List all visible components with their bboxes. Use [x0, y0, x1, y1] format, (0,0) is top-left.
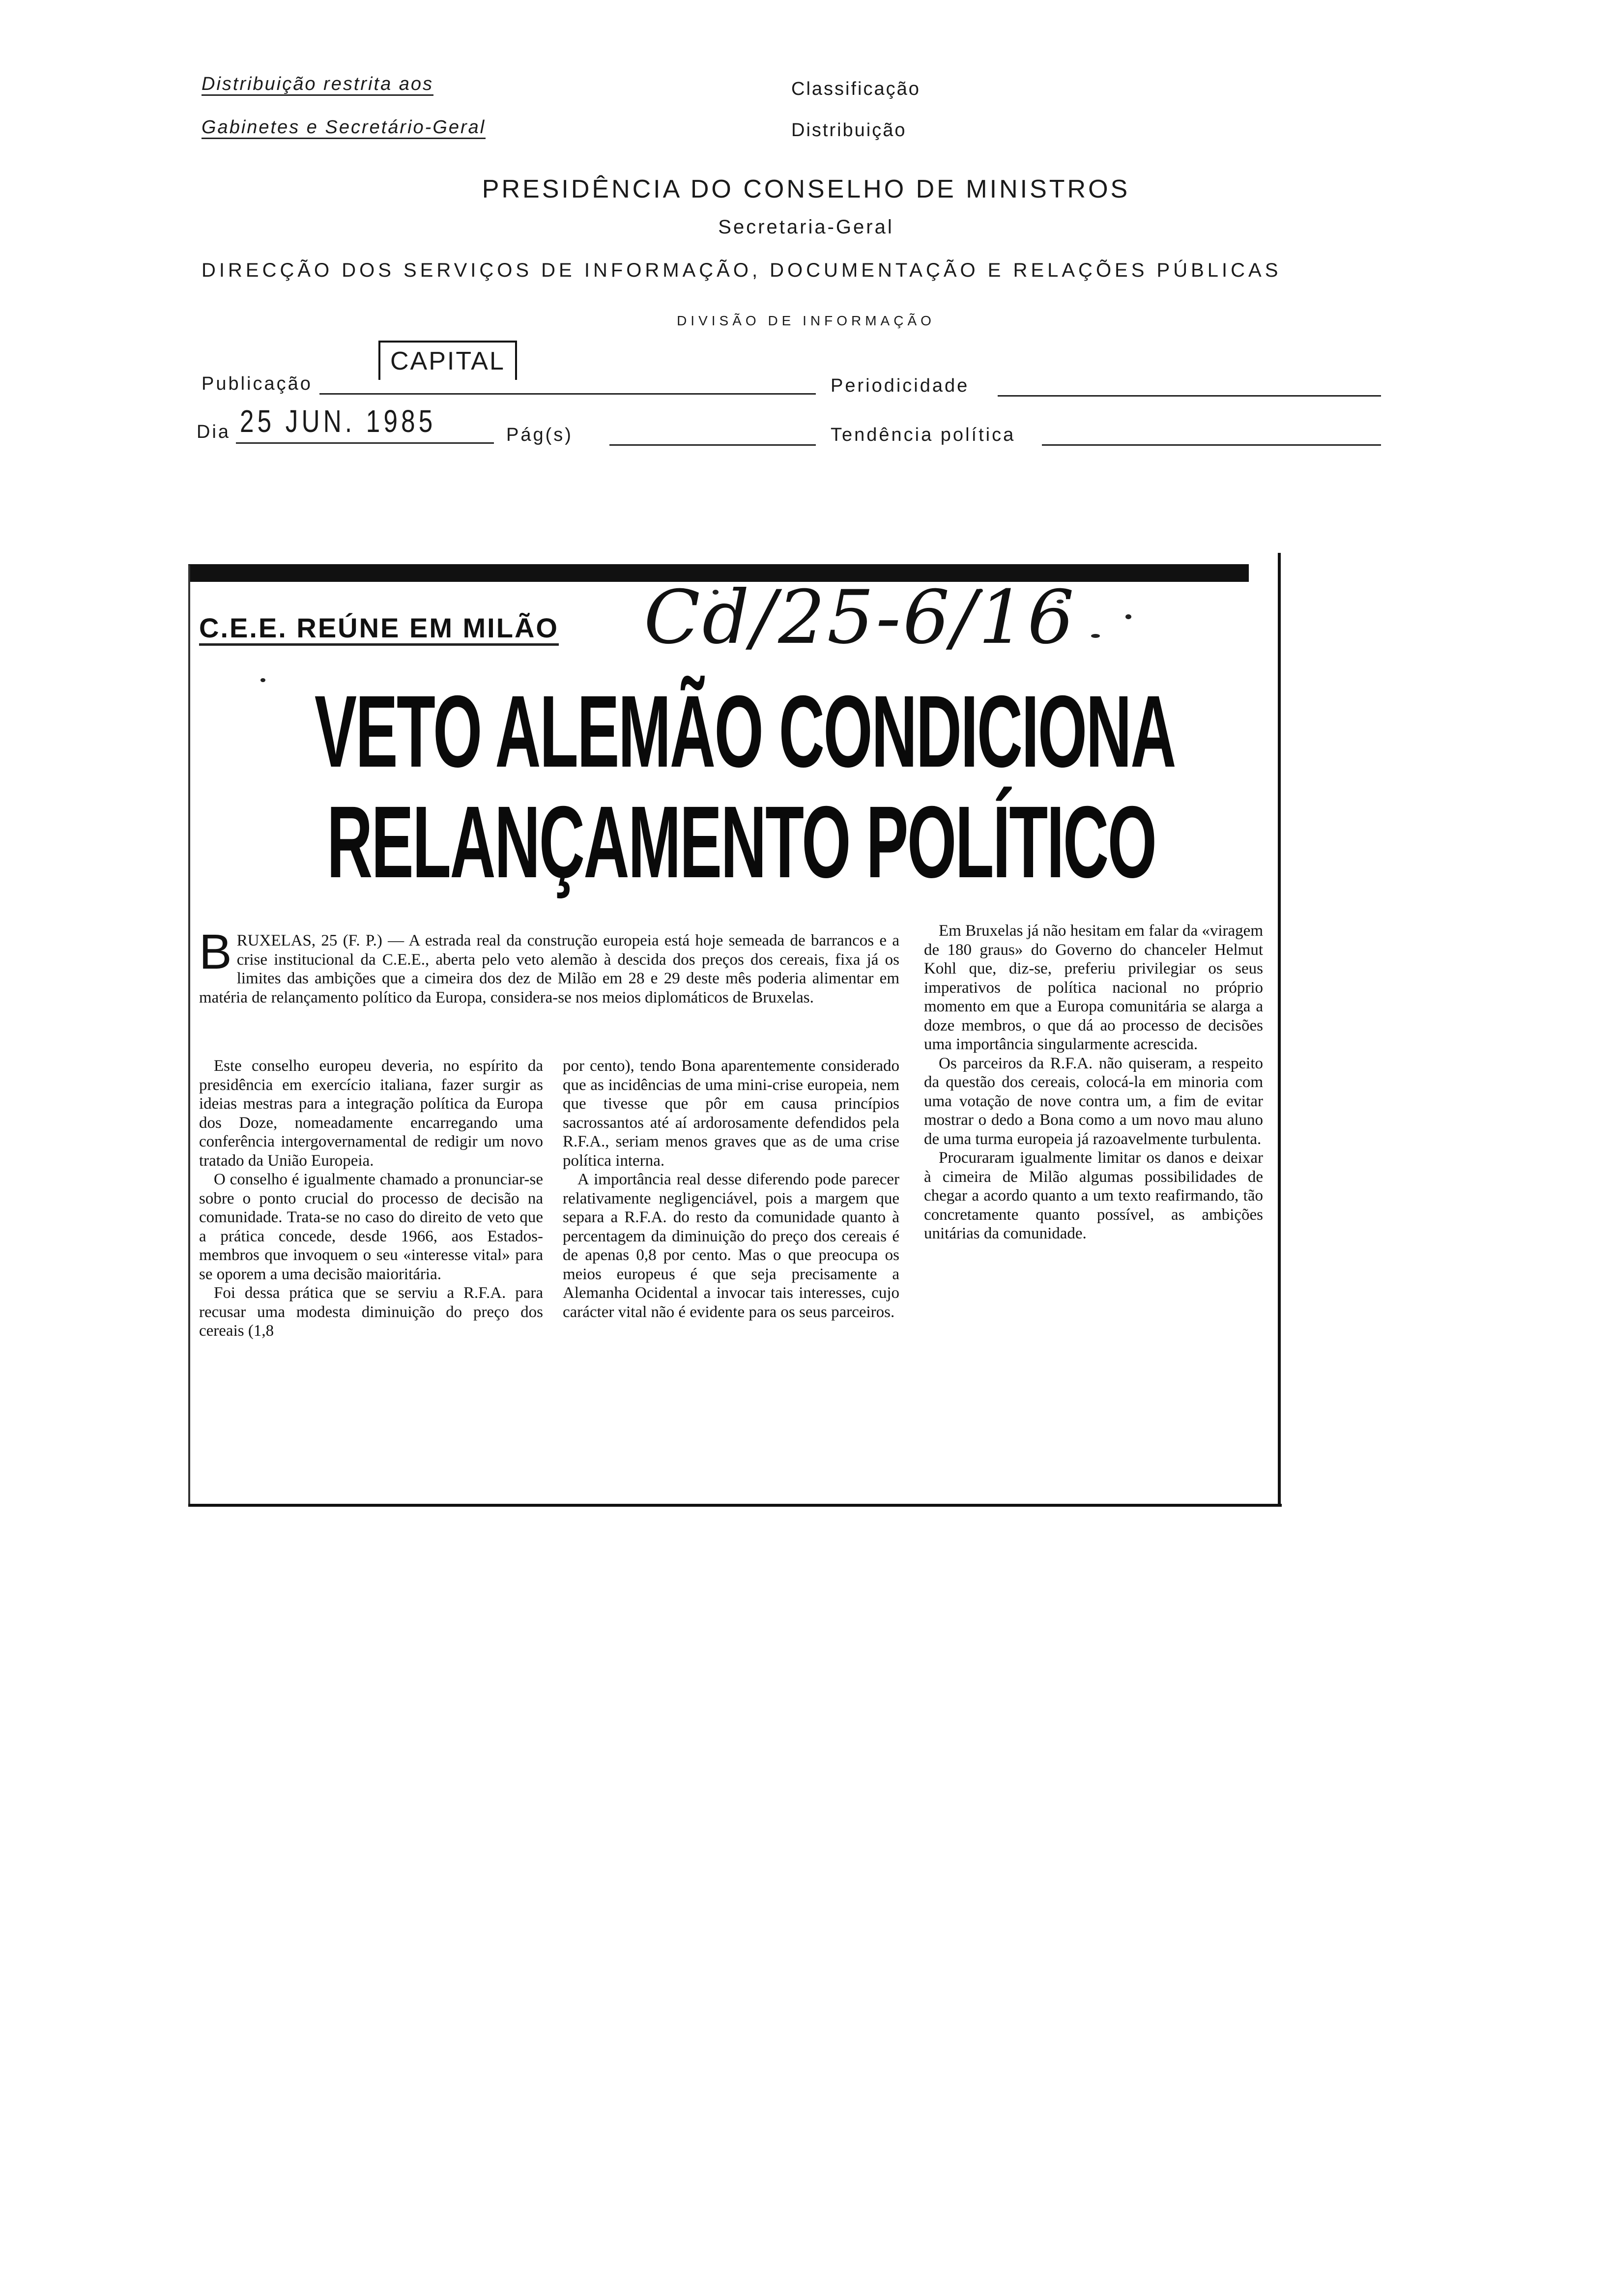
distribution-restriction-line1 — [202, 74, 433, 95]
scan-speck — [1125, 614, 1131, 619]
headline-line2: RELANÇAMENTO POLÍTICO — [327, 785, 1156, 899]
date-underline — [236, 442, 494, 444]
article-paragraph: Este conselho europeu deveria, no espírito da presidência em exercício italiana, fazer surgir as ideias mestras para a integração política da Europa dos Doze, nomeadamente encarregando uma conferência intergovernamental de redigir um novo tratado da União Europeia. — [199, 1057, 543, 1170]
publication-label: Publicação — [202, 373, 313, 394]
directorate-line: DIRECÇÃO DOS SERVIÇOS DE INFORMAÇÃO, DOCUMENTAÇÃO E RELAÇÕES PÚBLICAS — [202, 259, 1282, 281]
article-paragraph: A importância real desse diferendo pode parecer relativamente negligenciável, pois a margem que separa a R.F.A. do resto da comunidade quanto à percentagem da diminuição do preço dos cereais é de apenas 0,8 por cento. Mas o que preocupa os meios europeus é que seja precisamente a Alemanha Ocidental a invocar tais interesses, cujo carácter vital não é evidente para os seus parceiros. — [563, 1171, 899, 1321]
date-value: 25 JUN. 1985 — [240, 403, 436, 439]
article-paragraph: Em Bruxelas já não hesitam em falar da «viragem de 180 graus» do Governo do chanceler Helmut Kohl que, diz-se, preferiu privilegiar os seus imperativos de política nacional no próprio momento em que a Europa comunitária se alarga a doze membros, o que dá ao processo de decisões uma importância singularmente acrescida. — [924, 922, 1263, 1053]
article-column-3 — [924, 921, 1263, 1243]
date-label: Dia — [197, 422, 231, 442]
clipping-right-border — [1278, 553, 1281, 1506]
org-title: PRESIDÊNCIA DO CONSELHO DE MINISTROS — [482, 175, 1130, 203]
article-paragraph: por cento), tendo Bona aparentemente considerado que as incidências de uma mini-crise europeia, nem que tivesse que pôr em causa princípios sacrossantos até aí ardorosamente defendidos pela R.F.A., seriam menos graves que as de uma crise política interna. — [563, 1057, 899, 1170]
article-paragraph: Os parceiros da R.F.A. não quiseram, a respeito da questão dos cereais, colocá-la em minoria com uma votação de nove contra um, a fim de evitar mostrar o dedo a Bona como a um novo mau aluno de uma turma europeia já razoavelmente turbulenta. — [924, 1054, 1263, 1148]
scan-speck — [260, 678, 265, 682]
division-line: DIVISÃO DE INFORMAÇÃO — [677, 313, 935, 328]
clipping-bottom-border — [188, 1504, 1282, 1507]
article-paragraph: O conselho é igualmente chamado a pronunciar-se sobre o ponto crucial do processo de decisão na comunidade. Trata-se no caso do direito de veto que a prática concede, desde 1966, aos Estados-membros que invoquem o seu «interesse vital» para se oporem a uma decisão maioritária. — [199, 1171, 543, 1283]
distribution-restriction-line2 — [202, 117, 486, 138]
handwritten-reference-note: Cd/25-6/16 — [644, 575, 1076, 660]
tendency-underline — [1042, 444, 1381, 446]
distribution-restriction-text1: Distribuição restrita aos — [202, 74, 433, 96]
headline-line1: VETO ALEMÃO CONDICIONA — [315, 675, 1175, 789]
article-dropcap: B — [199, 924, 232, 979]
article-paragraph: Foi dessa prática que se serviu a R.F.A. para recusar uma modesta diminuição do preço dos cereais (1,8 — [199, 1284, 543, 1340]
distribution-restriction-text2: Gabinetes e Secretário-Geral — [202, 117, 486, 139]
article-lead-paragraph — [199, 924, 899, 1007]
scan-speck — [1091, 634, 1100, 638]
publication-stamp: CAPITAL — [378, 341, 517, 380]
article-kicker-text: C.E.E. REÚNE EM MILÃO — [199, 612, 559, 646]
periodicity-label: Periodicidade — [831, 375, 970, 396]
org-subtitle: Secretaria-Geral — [718, 216, 894, 238]
page-label: Pág(s) — [506, 425, 573, 445]
publication-underline — [319, 393, 816, 395]
article-lead-text: RUXELAS, 25 (F. P.) — A estrada real da construção europeia está hoje semeada de barrancos e a crise institucional da C.E.E., aberta pelo veto alemão à descida dos preços dos cereais, fixa já os limites das ambições que a cimeira dos dez de Milão em 28 e 29 deste mês poderia alimentar em matéria de relançamento político da Europa, considera-se nos meios diplomáticos de Bruxelas. — [199, 932, 899, 1006]
classification-label: Classificação — [791, 79, 921, 99]
distribution-label: Distribuição — [791, 120, 907, 141]
article-paragraph: Procuraram igualmente limitar os danos e deixar à cimeira de Milão algumas possibilidades de chegar a acordo quanto a um texto reafirmando, tão concretamente quanto possível, as ambições unitárias da comunidade. — [924, 1149, 1263, 1242]
clipping-left-border — [188, 565, 190, 1504]
tendency-label: Tendência política — [831, 425, 1016, 445]
periodicity-underline — [998, 395, 1381, 397]
article-kicker — [199, 612, 559, 644]
article-column-1 — [199, 1057, 543, 1341]
article-column-2 — [563, 1057, 899, 1321]
page-underline — [609, 444, 816, 446]
